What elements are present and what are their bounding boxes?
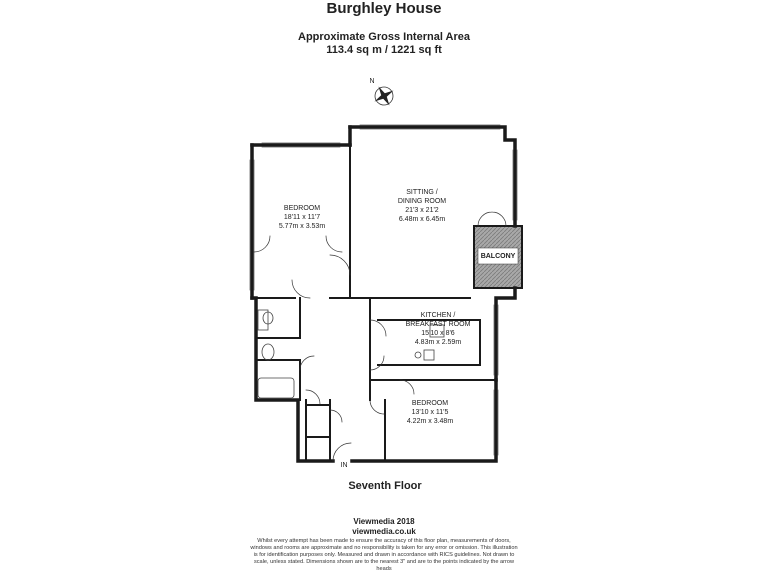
room-name: BEDROOM bbox=[411, 400, 449, 407]
footer-credit: Viewmedia 2018 bbox=[353, 517, 415, 526]
plan-title: Burghley House bbox=[326, 0, 442, 17]
room-dimensions-metric: 6.48m x 6.45m bbox=[398, 216, 446, 223]
area-label: Approximate Gross Internal Area bbox=[298, 31, 470, 43]
outer-walls bbox=[252, 127, 515, 461]
room-name: BREAKFAST ROOM bbox=[405, 321, 471, 328]
room-dimensions-imperial: 18'11 x 11'7 bbox=[283, 214, 321, 221]
room-dimensions-imperial: 21'3 x 21'2 bbox=[405, 207, 439, 214]
footer-website: viewmedia.co.uk bbox=[352, 527, 416, 536]
room-label-sitting-dining bbox=[380, 188, 464, 224]
compass-north-label: N bbox=[369, 78, 375, 85]
entrance-label: IN bbox=[340, 462, 348, 469]
footer-disclaimer: Whilst every attempt has been made to ensure the accuracy of this floor plan, measurements of doors, windows and rooms are approximate and no responsibility is taken for any error or omission. This illustration is for identification purposes only. Measured and drawn in accordance with RICS guidelines. Not drawn to scale, unless stated. Dimensions shown are to the nearest 3" and are to the points indicated by the arrow heads bbox=[250, 538, 518, 572]
room-dimensions-metric: 4.22m x 3.48m bbox=[406, 418, 454, 425]
room-dimensions-metric: 5.77m x 3.53m bbox=[278, 223, 326, 230]
room-name: SITTING / bbox=[406, 189, 438, 196]
bathroom-fixtures bbox=[258, 310, 294, 398]
room-label-bedroom-2 bbox=[392, 399, 468, 426]
room-name: DINING ROOM bbox=[397, 198, 447, 205]
room-dimensions-metric: 4.83m x 2.59m bbox=[414, 339, 462, 346]
room-name: BEDROOM bbox=[283, 205, 321, 212]
room-label-bedroom bbox=[264, 204, 340, 231]
windows bbox=[250, 125, 517, 455]
room-dimensions-imperial: 13'10 x 11'5 bbox=[411, 409, 449, 416]
room-label-balcony: BALCONY bbox=[480, 253, 516, 260]
room-name: KITCHEN / bbox=[420, 312, 456, 319]
room-dimensions-imperial: 15'10 x 8'6 bbox=[421, 330, 455, 337]
room-label-kitchen bbox=[390, 311, 486, 347]
floor-label: Seventh Floor bbox=[348, 480, 422, 492]
area-value: 113.4 sq m / 1221 sq ft bbox=[326, 44, 442, 56]
